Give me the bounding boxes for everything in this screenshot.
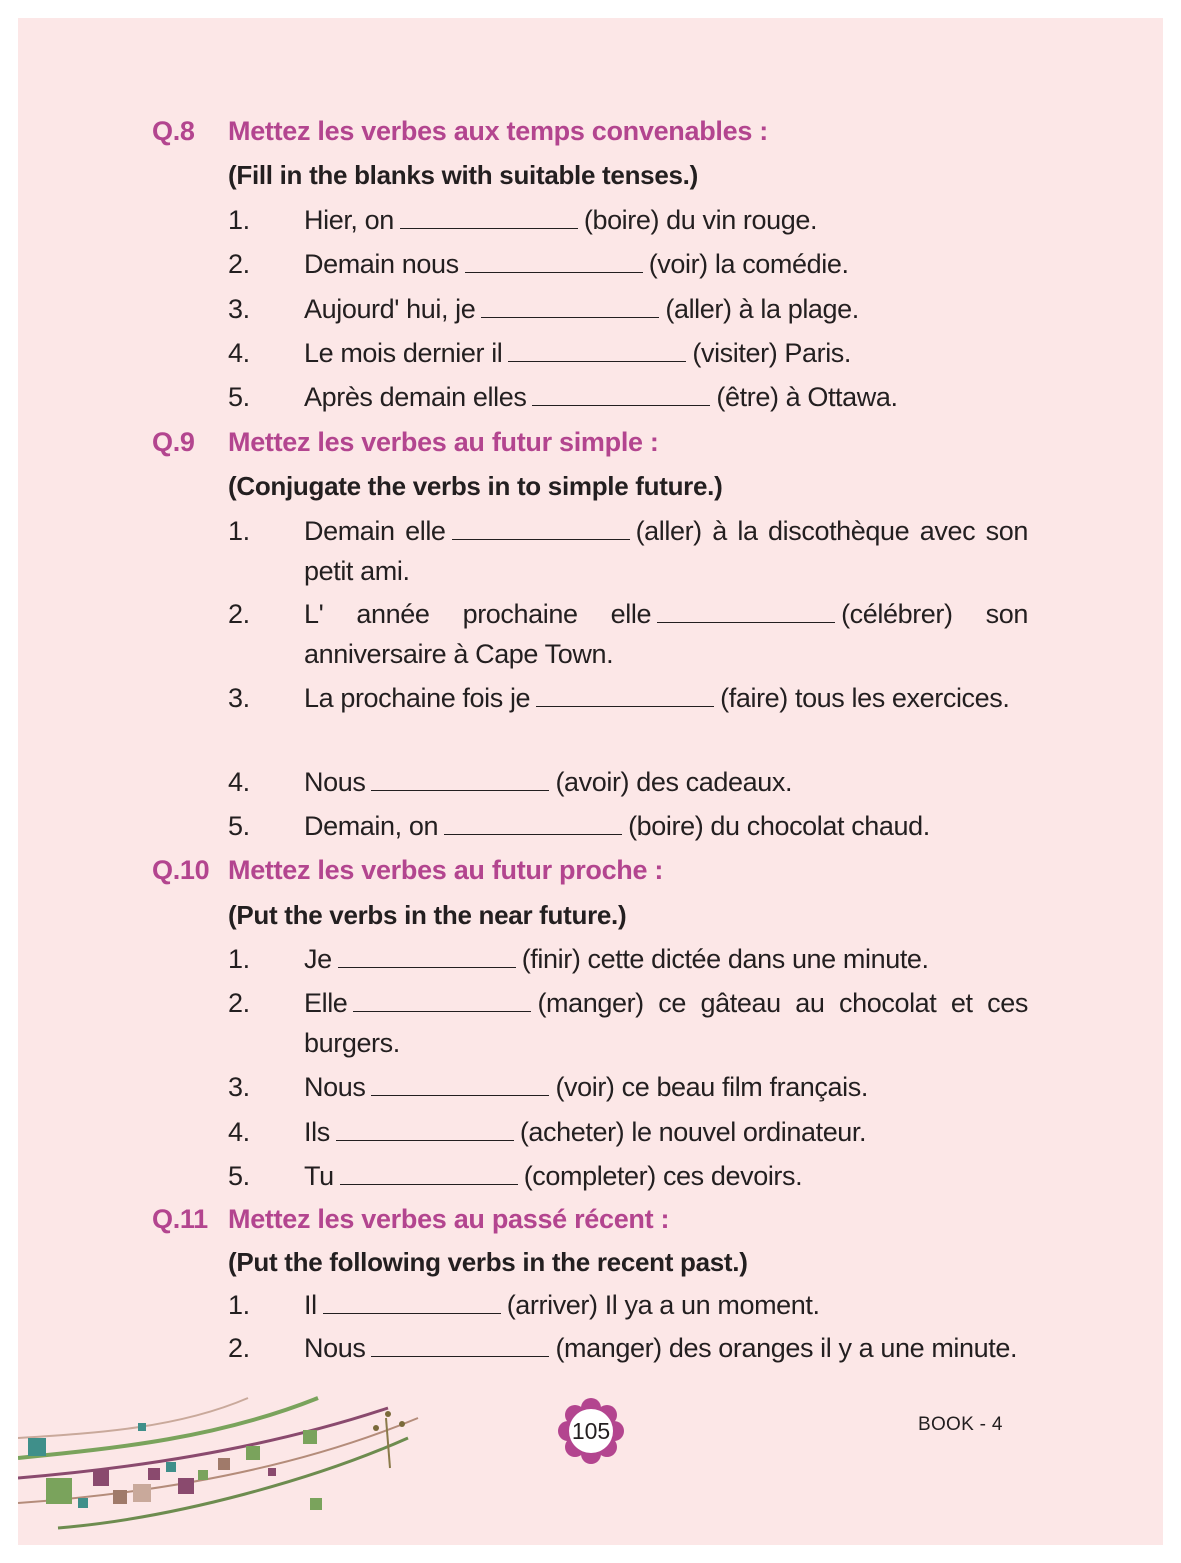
exercise-item xyxy=(228,762,1028,802)
item-number: 1. xyxy=(228,516,250,546)
answer-blank[interactable] xyxy=(371,764,549,791)
answer-blank[interactable] xyxy=(336,1114,514,1141)
item-text-before: L' année prochaine elle xyxy=(304,599,652,629)
item-text-after: (manger) ce gâteau au chocolat et ces burgers. xyxy=(304,988,1028,1058)
question-subtitle: (Put the following verbs in the recent past.) xyxy=(228,1247,748,1277)
item-number: 4. xyxy=(228,767,250,797)
item-text-before: Demain elle xyxy=(304,516,446,546)
item-number: 2. xyxy=(228,599,250,629)
item-number: 5. xyxy=(228,382,250,412)
exercise-item xyxy=(228,377,1028,417)
item-text-before: Nous xyxy=(304,1333,366,1363)
question-title: Mettez les verbes aux temps convenables : xyxy=(228,116,768,146)
item-text-before: Le mois dernier il xyxy=(304,338,503,368)
item-text-before: Nous xyxy=(304,767,366,797)
answer-blank[interactable] xyxy=(323,1287,501,1314)
decorative-swirl-graphic xyxy=(18,1378,438,1545)
item-text-before: Après demain elles xyxy=(304,382,527,412)
question-title: Mettez les verbes au passé récent : xyxy=(228,1204,670,1234)
item-text-before: Aujourd' hui, je xyxy=(304,294,476,324)
item-text-before: Nous xyxy=(304,1072,366,1102)
answer-blank[interactable] xyxy=(353,985,531,1012)
question-number: Q.9 xyxy=(152,427,195,457)
item-number: 2. xyxy=(228,1333,250,1363)
exercise-item xyxy=(228,1328,1028,1368)
item-text-before: Je xyxy=(304,944,332,974)
question-title: Mettez les verbes au futur simple : xyxy=(228,427,659,457)
item-number: 1. xyxy=(228,205,250,235)
item-text-after: (avoir) des cadeaux. xyxy=(555,767,793,797)
item-number: 4. xyxy=(228,338,250,368)
exercise-item xyxy=(228,678,1028,718)
answer-blank[interactable] xyxy=(371,1069,549,1096)
item-number: 1. xyxy=(228,1290,250,1320)
item-text-after: (aller) à la plage. xyxy=(665,294,859,324)
exercise-item xyxy=(228,806,1028,846)
answer-blank[interactable] xyxy=(400,202,578,229)
question-number: Q.11 xyxy=(152,1204,208,1234)
item-number: 3. xyxy=(228,294,250,324)
item-number: 5. xyxy=(228,811,250,841)
item-text-before: Tu xyxy=(304,1161,334,1191)
question-subtitle: (Fill in the blanks with suitable tenses.) xyxy=(228,160,698,190)
item-text-after: (manger) des oranges il y a une minute. xyxy=(555,1333,1018,1363)
item-text-after: (voir) ce beau film français. xyxy=(555,1072,868,1102)
book-label: BOOK - 4 xyxy=(918,1414,1003,1435)
answer-blank[interactable] xyxy=(657,596,835,623)
answer-blank[interactable] xyxy=(452,513,630,540)
item-number: 2. xyxy=(228,249,250,279)
item-number: 5. xyxy=(228,1161,250,1191)
page-number: 105 xyxy=(571,1418,611,1444)
exercise-item xyxy=(228,511,1028,591)
exercise-item xyxy=(228,1067,1028,1107)
exercise-item xyxy=(228,1285,1028,1325)
item-text-after: (être) à Ottawa. xyxy=(716,382,898,412)
item-text-after: (boire) du vin rouge. xyxy=(583,205,818,235)
answer-blank[interactable] xyxy=(340,1158,518,1185)
item-text-before: Elle xyxy=(304,988,348,1018)
item-text-after: (visiter) Paris. xyxy=(692,338,851,368)
question-number: Q.8 xyxy=(152,116,195,146)
answer-blank[interactable] xyxy=(338,941,516,968)
item-text-after: (acheter) le nouvel ordinateur. xyxy=(519,1117,867,1147)
exercise-item xyxy=(228,983,1028,1063)
answer-blank[interactable] xyxy=(444,808,622,835)
item-text-after: (aller) à la discothèque avec son petit ami. xyxy=(304,516,1028,586)
item-text-before: Demain nous xyxy=(304,249,459,279)
answer-blank[interactable] xyxy=(371,1330,549,1357)
item-text-after: (completer) ces devoirs. xyxy=(523,1161,803,1191)
item-number: 4. xyxy=(228,1117,250,1147)
item-text-after: (faire) tous les exercices. xyxy=(720,683,1010,713)
exercise-item xyxy=(228,594,1028,674)
item-text-after: (voir) la comédie. xyxy=(648,249,849,279)
item-number: 2. xyxy=(228,988,250,1018)
exercise-item xyxy=(228,244,1028,284)
exercise-item xyxy=(228,1112,1028,1152)
item-text-before: Ils xyxy=(304,1117,330,1147)
item-number: 3. xyxy=(228,1072,250,1102)
answer-blank[interactable] xyxy=(508,335,686,362)
page-number-badge xyxy=(558,1398,624,1464)
item-text-before: La prochaine fois je xyxy=(304,683,531,713)
question-subtitle: (Put the verbs in the near future.) xyxy=(228,900,627,930)
item-text-after: (boire) du chocolat chaud. xyxy=(628,811,930,841)
item-text-after: (arriver) Il ya a un moment. xyxy=(506,1290,820,1320)
question-subtitle: (Conjugate the verbs in to simple future.) xyxy=(228,471,723,501)
item-text-after: (célébrer) son anniversaire à Cape Town. xyxy=(304,599,1029,669)
answer-blank[interactable] xyxy=(481,291,659,318)
item-text-after: (finir) cette dictée dans une minute. xyxy=(521,944,929,974)
exercise-item xyxy=(228,939,1028,979)
item-text-before: Demain, on xyxy=(304,811,439,841)
item-number: 1. xyxy=(228,944,250,974)
worksheet-page xyxy=(18,18,1163,1545)
question-title: Mettez les verbes au futur proche : xyxy=(228,855,664,885)
item-text-before: Il xyxy=(304,1290,317,1320)
exercise-item xyxy=(228,200,1028,240)
exercise-item xyxy=(228,289,1028,329)
answer-blank[interactable] xyxy=(536,680,714,707)
exercise-item xyxy=(228,333,1028,373)
answer-blank[interactable] xyxy=(532,379,710,406)
exercise-item xyxy=(228,1156,1028,1196)
answer-blank[interactable] xyxy=(465,246,643,273)
item-number: 3. xyxy=(228,683,250,713)
item-text-before: Hier, on xyxy=(304,205,394,235)
question-number: Q.10 xyxy=(152,855,210,885)
